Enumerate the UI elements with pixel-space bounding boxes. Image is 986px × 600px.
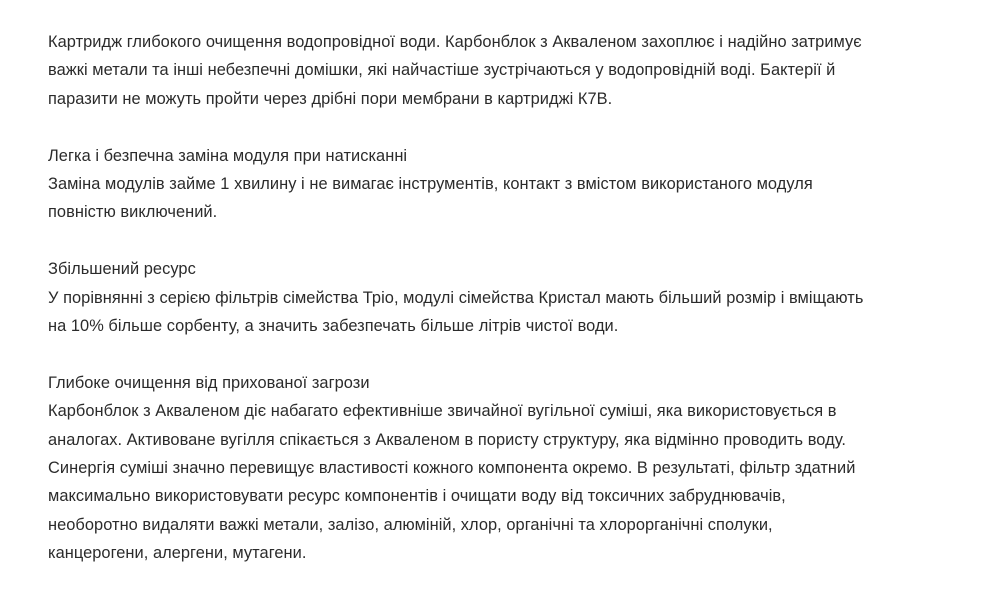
text-line: Карбонблок з Аквaленом діє набагато ефективніше звичайної вугільної суміші, яка використовується в: [48, 402, 837, 421]
resource-paragraph: [48, 255, 968, 340]
text-line: на 10% більше сорбенту, а значить забезпечать більше літрів чистої води.: [48, 317, 619, 336]
section-heading: Збільшений ресурс: [48, 260, 196, 279]
text-line: Синергія суміші значно перевищує властивості кожного компонента окремо. В результаті, фільтр здатний: [48, 459, 856, 478]
text-line: Картридж глибокого очищення водопровідної води. Карбонблок з Аквaленом захоплює і надійно затримує: [48, 33, 862, 51]
section-heading: Глибоке очищення від прихованої загрози: [48, 373, 370, 392]
text-line: Заміна модулів займе 1 хвилину і не вимагає інструментів, контакт з вмістом використаного модуля: [48, 175, 813, 194]
intro-paragraph: [48, 28, 968, 113]
text-line: важкі метали та інші небезпечні домішки, які найчастіше зустрічаються у водопровідній воді. Бактерії й: [48, 61, 836, 80]
replacement-paragraph: [48, 142, 968, 227]
text-line: паразити не можуть пройти через дрібні пори мембрани в картриджі К7В.: [48, 89, 613, 108]
text-line: У порівнянні з серією фільтрів сімейства Тріо, модулі сімейства Кристал мають більший розмір і вміщають: [48, 288, 864, 307]
text-line: необоротно видаляти важкі метали, залізо, алюміній, хлор, органічні та хлорорганічні сполуки,: [48, 515, 773, 534]
deep-cleaning-paragraph: [48, 369, 968, 568]
text-line: аналогах. Активоване вугілля спікається з Аквaленом в пористу структуру, яка відмінно проводить воду.: [48, 430, 846, 449]
text-line: повністю виключений.: [48, 203, 218, 222]
section-heading: Легка і безпечна заміна модуля при натисканні: [48, 146, 408, 165]
text-line: максимально використовувати ресурс компонентів і очищати воду від токсичних забруднювачів,: [48, 487, 786, 506]
text-line: канцерогени, алергени, мутагени.: [48, 544, 307, 563]
product-description: [48, 28, 968, 568]
